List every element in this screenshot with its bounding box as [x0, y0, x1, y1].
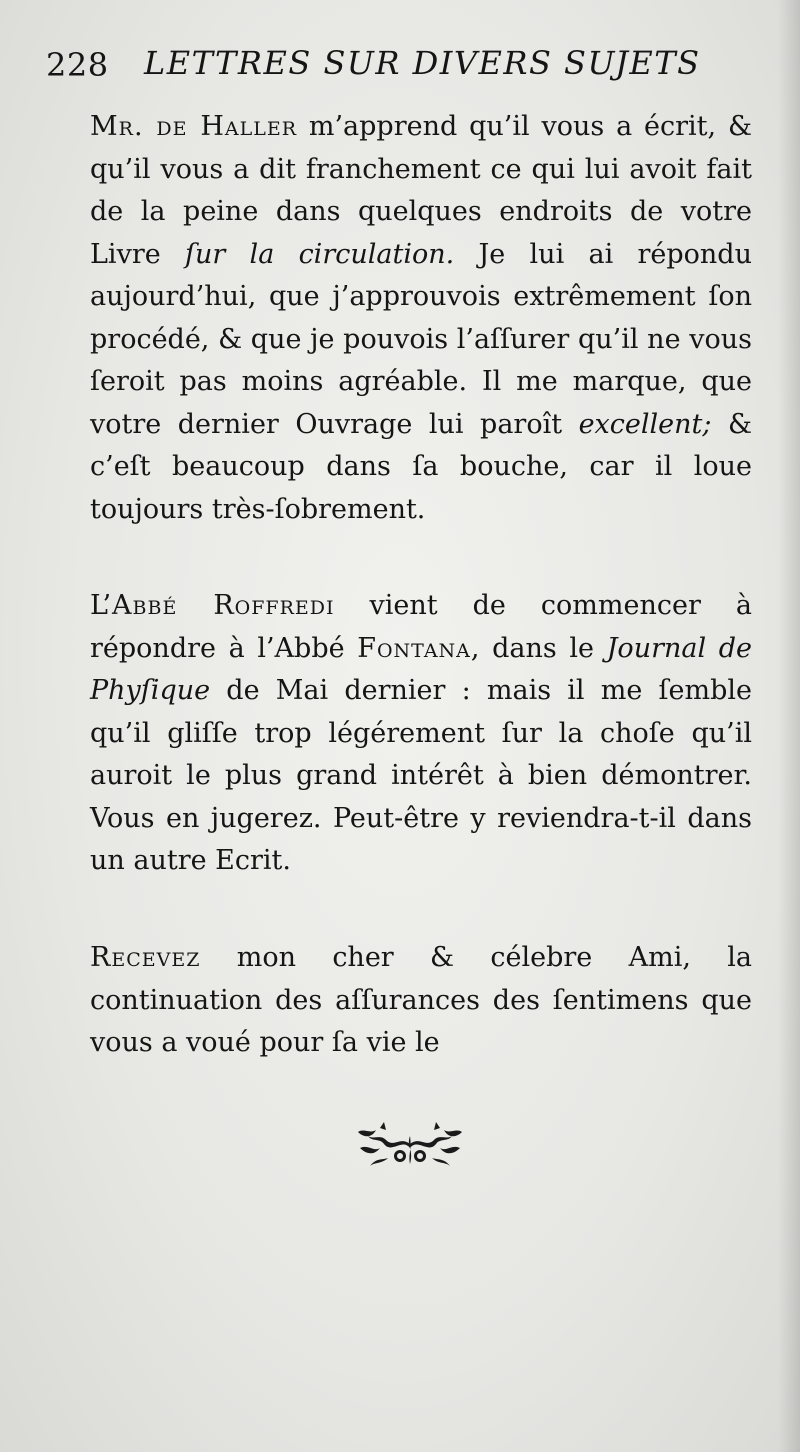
- text-run: mon cher & célebre Ami, la continuation des aſſurances des ſentimens que vous a voué pour ſa vie le: [90, 942, 752, 1058]
- person-name: Mr. de Haller: [90, 111, 298, 142]
- text-run: vient de commencer à répondre à l’Abbé: [90, 590, 752, 664]
- page-edge-shadow: [778, 0, 800, 1452]
- person-name: L’Abbé Roffredi: [90, 590, 335, 621]
- text-run: Je lui ai répondu aujourd’hui, que j’approuvois extrêmement ſon procédé, & que je pouvois l’aſſurer qu’il ne vous ſeroit pas moins agréable. Il me marque, que votre dernier Ouvrage lui paroît: [90, 238, 752, 440]
- person-name: Fontana: [357, 632, 471, 664]
- journal-title: Journal de Phyſique: [90, 632, 752, 706]
- book-title: ſur la circulation.: [184, 238, 455, 270]
- fleuron-ornament-icon: [350, 1118, 470, 1170]
- text-run: & c’eſt beaucoup dans ſa bouche, car il loue toujours très-ſobrement.: [90, 408, 753, 525]
- paragraph-text: [48, 585, 752, 883]
- paragraph-text: [48, 937, 752, 1065]
- opening-word: Recevez: [90, 942, 201, 973]
- paragraph-roffredi: [48, 585, 752, 883]
- text-run: , dans le: [470, 632, 607, 664]
- text-run: m’apprend qu’il vous a écrit, & qu’il vous a dit franchement ce qui lui avoit fait de la peine dans quelques endroits de votre Livre: [90, 111, 752, 270]
- running-head: LETTRES SUR DIVERS SUJETS: [144, 44, 701, 82]
- paragraph-haller: [48, 106, 752, 531]
- italic-word: excellent;: [578, 408, 712, 440]
- paragraph-text: [48, 106, 752, 531]
- paragraph-closing: [48, 937, 752, 1065]
- text-run: de Mai dernier : mais il me ſemble qu’il gliſſe trop légérement ſur la choſe qu’il auroit le plus grand intérêt à bien démontrer. Vous en jugerez. Peut-être y reviendra-t-il dans un autre Ecrit.: [90, 675, 752, 876]
- page-number: 228: [46, 46, 109, 84]
- page-header: [46, 42, 746, 90]
